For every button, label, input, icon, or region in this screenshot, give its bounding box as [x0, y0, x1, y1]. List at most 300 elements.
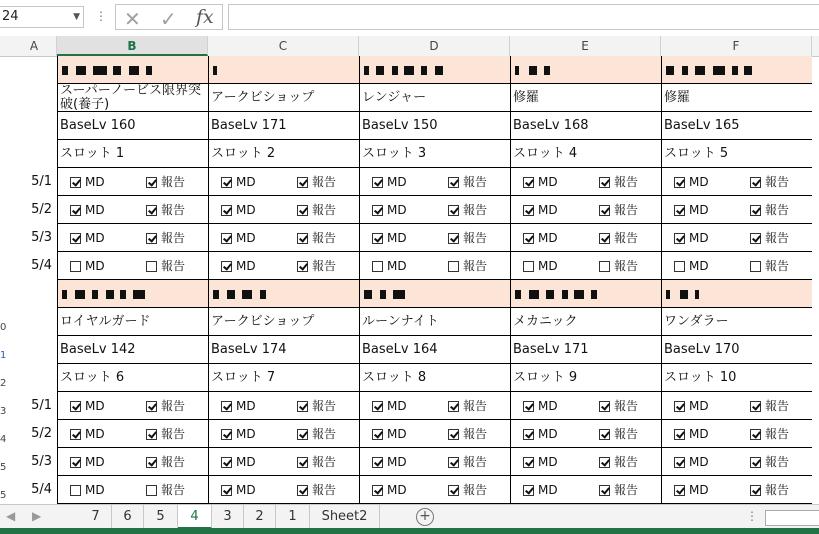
checkbox-cell [661, 420, 812, 448]
lv-cell[interactable]: BaseLv 171 [510, 336, 661, 364]
job-cell[interactable]: ワンダラー [661, 308, 812, 336]
md-checkbox[interactable] [523, 476, 558, 504]
report-checkbox[interactable] [297, 224, 336, 252]
character-name-cell[interactable] [661, 280, 812, 308]
character-name-cell[interactable] [359, 56, 510, 84]
checkbox-label: 報告 [765, 175, 790, 189]
md-checkbox[interactable] [221, 476, 256, 504]
redacted-name [213, 290, 266, 299]
row-number[interactable]: 5 [0, 462, 7, 473]
checkbox-icon[interactable] [297, 177, 308, 188]
slot-cell[interactable]: スロット 9 [510, 364, 661, 392]
checkbox-cell [510, 476, 661, 504]
md-checkbox[interactable] [523, 392, 558, 420]
checkbox-icon[interactable] [674, 429, 685, 440]
checkbox-cell [57, 252, 208, 280]
checkbox-icon[interactable] [523, 233, 534, 244]
row-number[interactable]: 2 [0, 378, 7, 389]
checkbox-icon[interactable] [70, 485, 81, 496]
slot-cell[interactable]: スロット 10 [661, 364, 812, 392]
checkbox-label: MD [85, 203, 105, 217]
checkbox-cell [57, 392, 208, 420]
checkbox-icon[interactable] [599, 233, 610, 244]
checkbox-icon[interactable] [221, 177, 232, 188]
character-name-cell[interactable] [208, 280, 359, 308]
report-checkbox[interactable] [750, 448, 789, 476]
row-number[interactable]: 0 [0, 322, 7, 333]
lv-cell[interactable]: BaseLv 168 [510, 112, 661, 140]
character-name-cell[interactable] [359, 280, 510, 308]
more-options-icon[interactable]: ⋮ [746, 509, 758, 523]
row-number[interactable]: 1 [0, 350, 7, 361]
checkbox-icon[interactable] [599, 429, 610, 440]
enter-icon[interactable]: ✓ [160, 7, 177, 31]
checkbox-icon[interactable] [674, 233, 685, 244]
report-checkbox[interactable] [750, 168, 789, 196]
md-checkbox[interactable] [674, 252, 709, 280]
sheet-tab-4[interactable]: 4 [178, 505, 212, 529]
checkbox-label: 報告 [463, 231, 488, 245]
checkbox-icon[interactable] [523, 205, 534, 216]
column-header-a[interactable]: A [12, 36, 57, 56]
checkbox-icon[interactable] [70, 261, 81, 272]
report-checkbox[interactable] [448, 196, 487, 224]
checkbox-cell [510, 252, 661, 280]
md-checkbox[interactable] [70, 420, 105, 448]
checkbox-icon[interactable] [523, 177, 534, 188]
md-checkbox[interactable] [70, 196, 105, 224]
checkbox-icon[interactable] [750, 401, 761, 412]
checkbox-icon[interactable] [372, 233, 383, 244]
checkbox-icon[interactable] [146, 457, 157, 468]
lv-cell[interactable]: BaseLv 170 [661, 336, 812, 364]
md-checkbox[interactable] [523, 224, 558, 252]
job-cell[interactable]: アークビショップ [208, 84, 359, 112]
report-checkbox[interactable] [599, 196, 638, 224]
row-label [12, 84, 56, 112]
report-checkbox[interactable] [448, 224, 487, 252]
lv-cell[interactable]: BaseLv 174 [208, 336, 359, 364]
checkbox-icon[interactable] [750, 261, 761, 272]
character-name-cell[interactable] [510, 280, 661, 308]
character-name-cell[interactable] [510, 56, 661, 84]
report-checkbox[interactable] [146, 448, 185, 476]
checkbox-icon[interactable] [221, 429, 232, 440]
sheet-tab-7[interactable]: 7 [80, 505, 112, 529]
slot-cell[interactable]: スロット 4 [510, 140, 661, 168]
checkbox-icon[interactable] [599, 485, 610, 496]
md-checkbox[interactable] [70, 476, 105, 504]
md-checkbox[interactable] [221, 168, 256, 196]
report-checkbox[interactable] [599, 168, 638, 196]
checkbox-icon[interactable] [599, 401, 610, 412]
lv-cell[interactable]: BaseLv 160 [57, 112, 208, 140]
sheet-tab-2[interactable]: 2 [244, 505, 276, 529]
row-number[interactable]: 3 [0, 406, 7, 417]
report-checkbox[interactable] [448, 448, 487, 476]
checkbox-icon[interactable] [372, 177, 383, 188]
checkbox-label: 報告 [614, 483, 639, 497]
checkbox-cell [510, 168, 661, 196]
lv-cell[interactable]: BaseLv 142 [57, 336, 208, 364]
checkbox-icon[interactable] [146, 401, 157, 412]
checkbox-label: MD [387, 455, 407, 469]
md-checkbox[interactable] [674, 448, 709, 476]
job-cell[interactable]: メカニック [510, 308, 661, 336]
checkbox-icon[interactable] [146, 205, 157, 216]
checkbox-icon[interactable] [750, 485, 761, 496]
checkbox-cell [208, 476, 359, 504]
report-checkbox[interactable] [297, 196, 336, 224]
checkbox-label: 報告 [161, 203, 186, 217]
checkbox-cell [208, 392, 359, 420]
character-name-cell[interactable] [57, 56, 208, 84]
checkbox-label: 報告 [463, 203, 488, 217]
report-checkbox[interactable] [448, 168, 487, 196]
column-header-f[interactable]: F [661, 36, 812, 56]
checkbox-icon[interactable] [750, 205, 761, 216]
name-box[interactable] [0, 6, 84, 28]
checkbox-cell [359, 476, 510, 504]
checkbox-icon[interactable] [599, 457, 610, 468]
checkbox-cell [510, 224, 661, 252]
slot-cell[interactable]: スロット 7 [208, 364, 359, 392]
report-checkbox[interactable] [146, 168, 185, 196]
report-checkbox[interactable] [297, 252, 336, 280]
report-checkbox[interactable] [448, 420, 487, 448]
md-checkbox[interactable] [372, 168, 407, 196]
checkbox-icon[interactable] [448, 429, 459, 440]
scroll-tabs-right-icon[interactable]: ▶ [32, 509, 42, 523]
checkbox-label: MD [236, 455, 256, 469]
job-cell[interactable]: レンジャー [359, 84, 510, 112]
checkbox-cell [661, 392, 812, 420]
checkbox-label: 報告 [614, 455, 639, 469]
md-checkbox[interactable] [674, 476, 709, 504]
checkbox-label: MD [689, 175, 709, 189]
checkbox-icon[interactable] [523, 429, 534, 440]
report-checkbox[interactable] [599, 476, 638, 504]
checkbox-icon[interactable] [523, 457, 534, 468]
md-checkbox[interactable] [221, 224, 256, 252]
date-label: 5/1 [31, 174, 52, 189]
report-checkbox[interactable] [146, 420, 185, 448]
checkbox-cell [208, 196, 359, 224]
checkbox-icon[interactable] [599, 177, 610, 188]
checkbox-icon[interactable] [448, 401, 459, 412]
report-checkbox[interactable] [448, 476, 487, 504]
sheet-tab-3[interactable]: 3 [212, 505, 244, 529]
checkbox-icon[interactable] [674, 457, 685, 468]
row-number[interactable]: 4 [0, 434, 7, 445]
report-checkbox[interactable] [297, 168, 336, 196]
md-checkbox[interactable] [674, 168, 709, 196]
checkbox-icon[interactable] [674, 485, 685, 496]
md-checkbox[interactable] [372, 224, 407, 252]
slot-cell[interactable]: スロット 6 [57, 364, 208, 392]
name-box-value: 24 [2, 9, 19, 24]
checkbox-icon[interactable] [297, 429, 308, 440]
status-bar [0, 528, 819, 534]
row-label [12, 112, 56, 140]
md-checkbox[interactable] [221, 196, 256, 224]
checkbox-icon[interactable] [674, 205, 685, 216]
checkbox-icon[interactable] [372, 485, 383, 496]
checkbox-icon[interactable] [221, 261, 232, 272]
checkbox-icon[interactable] [750, 233, 761, 244]
checkbox-icon[interactable] [70, 457, 81, 468]
redacted-name [515, 290, 597, 299]
slot-cell[interactable]: スロット 1 [57, 140, 208, 168]
report-checkbox[interactable] [750, 392, 789, 420]
report-checkbox[interactable] [448, 252, 487, 280]
checkbox-label: 報告 [765, 203, 790, 217]
checkbox-icon[interactable] [599, 261, 610, 272]
report-checkbox[interactable] [599, 392, 638, 420]
checkbox-icon[interactable] [448, 233, 459, 244]
checkbox-label: MD [387, 399, 407, 413]
report-checkbox[interactable] [599, 252, 638, 280]
checkbox-icon[interactable] [750, 429, 761, 440]
checkbox-icon[interactable] [297, 401, 308, 412]
md-checkbox[interactable] [674, 196, 709, 224]
checkbox-label: 報告 [161, 455, 186, 469]
checkbox-icon[interactable] [448, 205, 459, 216]
report-checkbox[interactable] [146, 476, 185, 504]
report-checkbox[interactable] [297, 392, 336, 420]
lv-cell[interactable]: BaseLv 150 [359, 112, 510, 140]
checkbox-icon[interactable] [146, 429, 157, 440]
checkbox-icon[interactable] [448, 177, 459, 188]
checkbox-icon[interactable] [70, 233, 81, 244]
md-checkbox[interactable] [221, 420, 256, 448]
lv-cell[interactable]: BaseLv 165 [661, 112, 812, 140]
checkbox-icon[interactable] [221, 205, 232, 216]
job-cell[interactable]: スーパーノービス限界突破(養子) [57, 84, 208, 112]
checkbox-icon[interactable] [599, 205, 610, 216]
checkbox-icon[interactable] [70, 429, 81, 440]
checkbox-cell [359, 168, 510, 196]
checkbox-icon[interactable] [523, 261, 534, 272]
report-checkbox[interactable] [599, 224, 638, 252]
checkbox-icon[interactable] [750, 457, 761, 468]
job-cell[interactable]: ルーンナイト [359, 308, 510, 336]
column-header-b[interactable]: B [57, 36, 208, 56]
checkbox-icon[interactable] [372, 205, 383, 216]
checkbox-label: MD [538, 427, 558, 441]
checkbox-label: 報告 [614, 427, 639, 441]
checkbox-label: 報告 [463, 455, 488, 469]
job-cell[interactable]: アークビショップ [208, 308, 359, 336]
checkbox-cell [208, 224, 359, 252]
lv-cell[interactable]: BaseLv 164 [359, 336, 510, 364]
checkbox-icon[interactable] [372, 429, 383, 440]
row-label [12, 56, 56, 84]
checkbox-cell [359, 392, 510, 420]
checkbox-icon[interactable] [297, 233, 308, 244]
checkbox-cell [661, 168, 812, 196]
checkbox-icon[interactable] [221, 457, 232, 468]
checkbox-cell [57, 196, 208, 224]
checkbox-icon[interactable] [523, 485, 534, 496]
report-checkbox[interactable] [750, 196, 789, 224]
more-options-icon[interactable]: ⋮ [95, 9, 107, 23]
checkbox-icon[interactable] [146, 261, 157, 272]
checkbox-icon[interactable] [221, 401, 232, 412]
checkbox-icon[interactable] [297, 485, 308, 496]
checkbox-icon[interactable] [146, 177, 157, 188]
date-label: 5/2 [31, 426, 52, 441]
checkbox-label: MD [85, 399, 105, 413]
report-checkbox[interactable] [750, 224, 789, 252]
checkbox-label: 報告 [161, 175, 186, 189]
checkbox-icon[interactable] [674, 261, 685, 272]
sheet-tab-6[interactable]: 6 [112, 505, 144, 529]
checkbox-icon[interactable] [674, 401, 685, 412]
md-checkbox[interactable] [221, 392, 256, 420]
redacted-name [666, 290, 699, 299]
formula-input[interactable] [228, 4, 819, 30]
character-name-cell[interactable] [208, 56, 359, 84]
checkbox-icon[interactable] [146, 485, 157, 496]
report-checkbox[interactable] [146, 196, 185, 224]
redacted-name [666, 66, 752, 75]
md-checkbox[interactable] [372, 476, 407, 504]
md-checkbox[interactable] [70, 168, 105, 196]
checkbox-label: 報告 [312, 231, 337, 245]
checkbox-icon[interactable] [297, 261, 308, 272]
md-checkbox[interactable] [674, 420, 709, 448]
column-header-e[interactable]: E [510, 36, 661, 56]
job-cell[interactable]: 修羅 [510, 84, 661, 112]
md-checkbox[interactable] [372, 196, 407, 224]
checkbox-icon[interactable] [221, 233, 232, 244]
checkbox-icon[interactable] [70, 177, 81, 188]
row-label [12, 308, 56, 336]
character-name-cell[interactable] [57, 280, 208, 308]
report-checkbox[interactable] [146, 252, 185, 280]
cancel-icon[interactable]: ✕ [124, 7, 141, 31]
checkbox-label: 報告 [765, 455, 790, 469]
checkbox-label: MD [85, 455, 105, 469]
checkbox-icon[interactable] [297, 457, 308, 468]
checkbox-icon[interactable] [297, 205, 308, 216]
checkbox-icon[interactable] [221, 485, 232, 496]
md-checkbox[interactable] [372, 448, 407, 476]
slot-cell[interactable]: スロット 5 [661, 140, 812, 168]
checkbox-cell [359, 448, 510, 476]
checkbox-icon[interactable] [448, 457, 459, 468]
checkbox-icon[interactable] [372, 261, 383, 272]
md-checkbox[interactable] [523, 420, 558, 448]
report-checkbox[interactable] [599, 420, 638, 448]
redacted-name [213, 66, 289, 75]
sheet-tab-bar [0, 504, 819, 529]
md-checkbox[interactable] [523, 448, 558, 476]
report-checkbox[interactable] [146, 224, 185, 252]
checkbox-label: MD [689, 483, 709, 497]
checkbox-icon[interactable] [448, 261, 459, 272]
report-checkbox[interactable] [599, 448, 638, 476]
slot-cell[interactable]: スロット 2 [208, 140, 359, 168]
md-checkbox[interactable] [372, 392, 407, 420]
md-checkbox[interactable] [523, 196, 558, 224]
md-checkbox[interactable] [523, 168, 558, 196]
md-checkbox[interactable] [674, 392, 709, 420]
checkbox-icon[interactable] [372, 457, 383, 468]
md-checkbox[interactable] [372, 252, 407, 280]
character-name-cell[interactable] [661, 56, 812, 84]
row-label [12, 364, 56, 392]
report-checkbox[interactable] [750, 420, 789, 448]
lv-cell[interactable]: BaseLv 171 [208, 112, 359, 140]
checkbox-icon[interactable] [448, 485, 459, 496]
checkbox-icon[interactable] [372, 401, 383, 412]
add-sheet-icon[interactable]: + [416, 508, 434, 526]
md-checkbox[interactable] [70, 224, 105, 252]
report-checkbox[interactable] [297, 476, 336, 504]
md-checkbox[interactable] [221, 252, 256, 280]
chevron-down-icon[interactable]: ▼ [73, 12, 80, 22]
checkbox-label: 報告 [312, 259, 337, 273]
checkbox-label: MD [538, 399, 558, 413]
report-checkbox[interactable] [146, 392, 185, 420]
md-checkbox[interactable] [523, 252, 558, 280]
report-checkbox[interactable] [750, 476, 789, 504]
md-checkbox[interactable] [674, 224, 709, 252]
checkbox-icon[interactable] [523, 401, 534, 412]
row-number[interactable]: 5 [0, 490, 7, 501]
report-checkbox[interactable] [297, 448, 336, 476]
sheet-tab-sheet2[interactable]: Sheet2 [310, 505, 380, 529]
report-checkbox[interactable] [448, 392, 487, 420]
job-cell[interactable]: 修羅 [661, 84, 812, 112]
md-checkbox[interactable] [70, 448, 105, 476]
checkbox-cell [359, 252, 510, 280]
checkbox-label: 報告 [161, 399, 186, 413]
md-checkbox[interactable] [372, 420, 407, 448]
sheet-tab-1[interactable]: 1 [276, 505, 310, 529]
insert-function-icon[interactable]: fx [196, 6, 214, 28]
checkbox-label: MD [236, 259, 256, 273]
md-checkbox[interactable] [70, 252, 105, 280]
checkbox-label: MD [387, 203, 407, 217]
column-header-c[interactable]: C [208, 36, 359, 56]
report-checkbox[interactable] [297, 420, 336, 448]
checkbox-icon[interactable] [146, 233, 157, 244]
spreadsheet-grid [0, 36, 819, 504]
formula-bar [0, 0, 819, 37]
checkbox-cell [57, 168, 208, 196]
scroll-tabs-left-icon[interactable]: ◀ [6, 509, 16, 523]
checkbox-icon[interactable] [70, 205, 81, 216]
report-checkbox[interactable] [750, 252, 789, 280]
checkbox-cell [510, 420, 661, 448]
checkbox-icon[interactable] [750, 177, 761, 188]
column-header-d[interactable]: D [359, 36, 510, 56]
md-checkbox[interactable] [70, 392, 105, 420]
checkbox-icon[interactable] [70, 401, 81, 412]
redacted-name [62, 290, 150, 299]
checkbox-icon[interactable] [674, 177, 685, 188]
checkbox-cell [510, 392, 661, 420]
md-checkbox[interactable] [221, 448, 256, 476]
slot-cell[interactable]: スロット 3 [359, 140, 510, 168]
sheet-tab-5[interactable]: 5 [144, 505, 178, 529]
job-cell[interactable]: ロイヤルガード [57, 308, 208, 336]
horizontal-scrollbar[interactable] [765, 510, 819, 526]
slot-cell[interactable]: スロット 8 [359, 364, 510, 392]
